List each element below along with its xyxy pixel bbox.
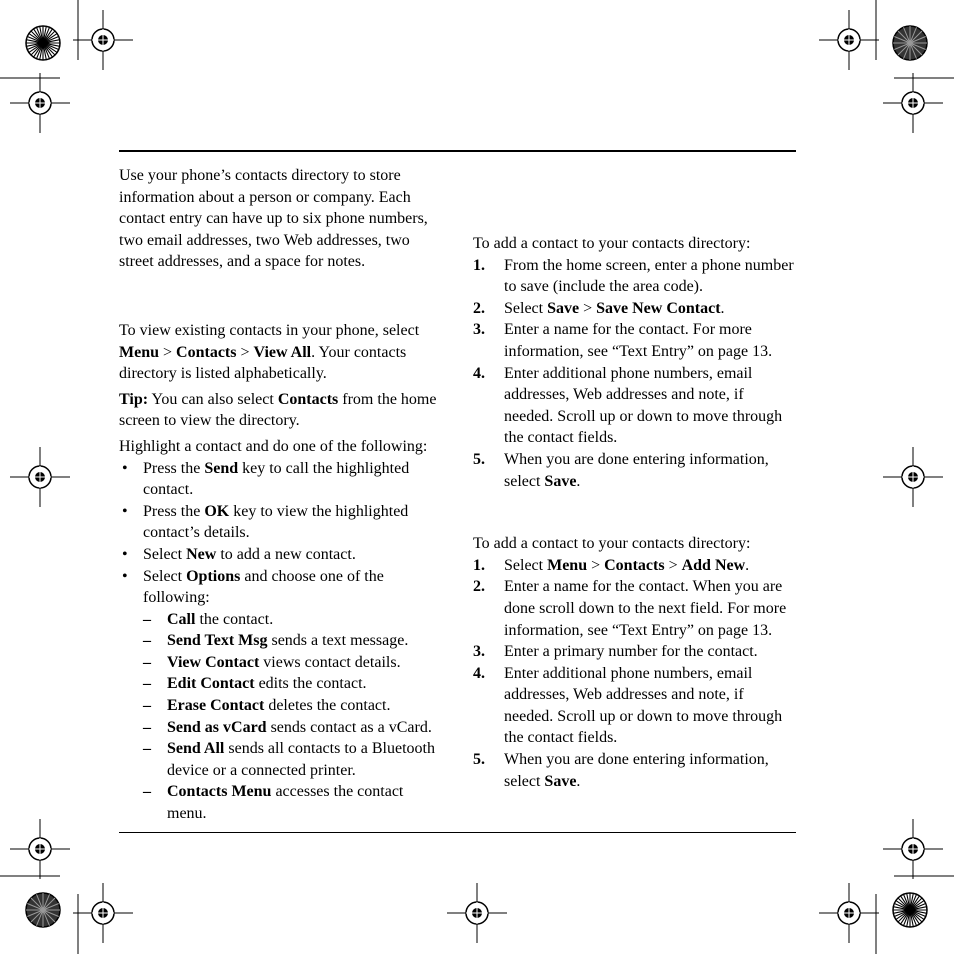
step-item: 4. Enter additional phone numbers, email addresses, Web addresses and note, if needed. Scroll up or down to move through the contact fields. — [473, 664, 783, 747]
list-item: – Call the contact. — [143, 609, 444, 631]
highlight-instruction: Highlight a contact and do one of the following: — [119, 437, 428, 455]
intro-paragraph: Use your phone’s contacts directory to store information about a person or company. Each contact entry can have up to six phone numbers, two email addresses, two Web addresses, two street addresses, and a space for notes. — [119, 167, 428, 271]
list-item: • Press the Send key to call the highlighted contact. — [119, 458, 444, 501]
list-item: – Contacts Menu accesses the contact menu. — [143, 781, 444, 824]
step-item: 3. Enter a primary number for the contact. — [473, 643, 758, 661]
tip-paragraph: Tip: You can also select Contacts from the home screen to view the directory. — [119, 390, 437, 430]
list-item: – View Contact views contact details. — [143, 652, 444, 674]
add-new-steps — [473, 555, 795, 793]
step-item: 2. Select Save > Save New Contact. — [473, 299, 725, 317]
right-column — [473, 233, 795, 792]
step-item: 3. Enter a name for the contact. For more information, see “Text Entry” on page 13. — [473, 321, 773, 360]
step-item: 2. Enter a name for the contact. When you are done scroll down to the next field. For more information, see “Text Entry” on page 13. — [473, 578, 787, 639]
left-column — [119, 165, 444, 825]
view-contacts-paragraph: To view existing contacts in your phone, select Menu > Contacts > View All. Your contacts directory is listed alphabetically. — [119, 321, 420, 383]
options-sublist — [143, 609, 444, 825]
top-rule — [119, 150, 796, 152]
add-contact-steps — [473, 255, 795, 493]
action-list — [119, 458, 444, 825]
step-item: 5. When you are done entering information, select Save. — [473, 751, 769, 790]
list-item: – Edit Contact edits the contact. — [143, 673, 444, 695]
add-new-intro: To add a contact to your contacts directory: — [473, 535, 751, 553]
list-item: • Select New to add a new contact. — [119, 544, 444, 566]
bottom-rule — [119, 832, 796, 833]
list-item: • Press the OK key to view the highlighted contact’s details. — [119, 501, 444, 544]
section-gap — [473, 492, 795, 533]
list-item: – Erase Contact deletes the contact. — [143, 695, 444, 717]
add-contact-intro: To add a contact to your contacts directory: — [473, 235, 751, 252]
list-item: – Send All sends all contacts to a Bluetooth device or a connected printer. — [143, 738, 444, 781]
step-item: 4. Enter additional phone numbers, email addresses, Web addresses and note, if needed. Scroll up or down to move through the contact fields. — [473, 364, 783, 447]
step-item: 1. From the home screen, enter a phone number to save (include the area code). — [473, 256, 794, 296]
list-item: – Send Text Msg sends a text message. — [143, 630, 444, 652]
step-item: 1. Select Menu > Contacts > Add New. — [473, 556, 750, 574]
step-item: 5. When you are done entering information, select Save. — [473, 450, 769, 490]
list-item: – Send as vCard sends contact as a vCard. — [143, 717, 444, 739]
list-item: • Select Options and choose one of the following: – Call the contact. – Send Text Msg sends a text message. – View Contact views contact details. – Edit Contact edits the contact. – Erase Contact deletes the contact. – Send as vCard sends contact as a vCard. – Send All sends all contacts to a Bluetooth device or a connected printer. – Contacts Menu accesses the contact menu. — [119, 566, 444, 825]
